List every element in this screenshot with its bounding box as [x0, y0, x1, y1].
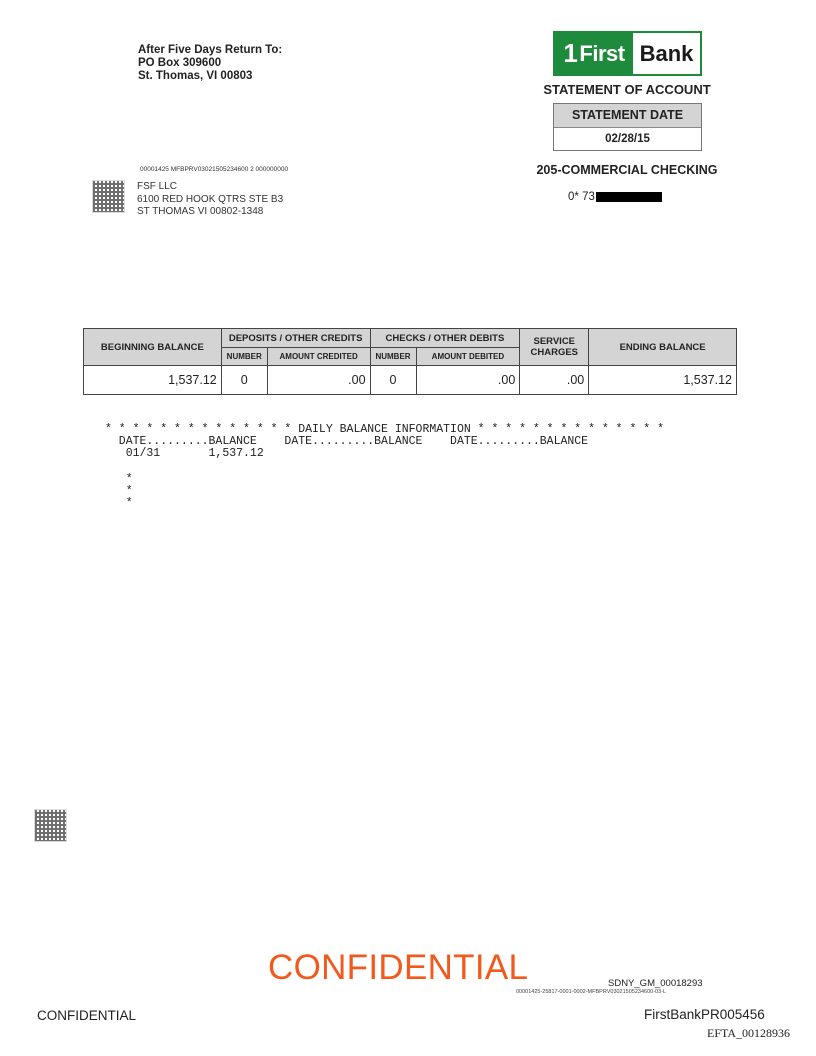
tiny-reference-code: 00001425-25817-0001-0002-MFBPRV03021505234600-03-L — [516, 989, 667, 995]
logo-bank-text: Bank — [633, 33, 700, 74]
logo-first-text: First — [579, 40, 625, 66]
return-address — [138, 44, 282, 83]
amount-credited-value: .00 — [267, 366, 370, 395]
statement-date-box — [553, 103, 702, 151]
amount-debited-value: .00 — [416, 366, 520, 395]
barcode-icon — [34, 809, 67, 842]
header-deposits: DEPOSITS / OTHER CREDITS — [221, 329, 370, 348]
page-identifier: FirstBankPR005456 — [644, 1007, 765, 1022]
beginning-balance-value: 1,537.12 — [84, 366, 222, 395]
statement-title: STATEMENT OF ACCOUNT — [543, 82, 711, 97]
return-address-line1: After Five Days Return To: — [138, 44, 283, 56]
checks-number-value: 0 — [370, 366, 416, 395]
daily-balance-star: * — [105, 485, 133, 498]
confidential-stamp: CONFIDENTIAL — [268, 948, 529, 987]
deposits-number-value: 0 — [221, 366, 267, 395]
logo-green-part — [555, 33, 633, 74]
daily-balance-star: * — [105, 473, 133, 486]
daily-balance-header: * * * * * * * * * * * * * * DAILY BALANCE INFORMATION * * * * * * * * * * * * * * — [105, 423, 664, 436]
daily-balance-row: 01/31 1,537.12 — [105, 447, 264, 460]
statement-date-value: 02/28/15 — [605, 133, 650, 145]
header-amount-debited: AMOUNT DEBITED — [416, 348, 520, 366]
mailing-name: FSF LLC — [137, 181, 178, 192]
mailing-city: ST THOMAS VI 00802-1348 — [137, 206, 264, 217]
statement-date-label: STATEMENT DATE — [554, 104, 701, 128]
service-charges-value: .00 — [520, 366, 589, 395]
account-summary-table — [83, 328, 737, 395]
return-address-line3: St. Thomas, VI 00803 — [138, 70, 253, 82]
bank-logo — [553, 31, 702, 76]
logo-one-mark: 1 — [563, 38, 578, 68]
table-row — [84, 366, 737, 395]
confidential-label: CONFIDENTIAL — [37, 1008, 137, 1023]
header-ending-balance: ENDING BALANCE — [589, 329, 737, 366]
header-amount-credited: AMOUNT CREDITED — [267, 348, 370, 366]
ending-balance-value: 1,537.12 — [589, 366, 737, 395]
daily-balance-section — [105, 424, 664, 510]
mailing-street: 6100 RED HOOK QTRS STE B3 — [137, 193, 284, 205]
header-checks-number: NUMBER — [370, 348, 416, 366]
account-number-prefix: 0* 73 — [568, 191, 595, 203]
return-address-line2: PO Box 309600 — [138, 57, 222, 69]
header-service-charges: SERVICE CHARGES — [520, 329, 589, 366]
account-number — [568, 191, 662, 203]
daily-balance-columns: DATE.........BALANCE DATE.........BALANCE DATE.........BALANCE — [105, 435, 589, 448]
header-beginning-balance: BEGINNING BALANCE — [84, 329, 222, 366]
header-deposits-number: NUMBER — [221, 348, 267, 366]
redaction-bar — [596, 192, 662, 202]
barcode-icon — [92, 180, 125, 213]
mailing-address — [137, 181, 283, 219]
daily-balance-star: * — [105, 497, 133, 510]
sdny-bates-number: SDNY_GM_00018293 — [608, 978, 703, 989]
account-type: 205-COMMERCIAL CHECKING — [536, 163, 718, 177]
efta-number: EFTA_00128936 — [707, 1026, 791, 1040]
mailing-reference-line: 00001425 MFBPRV03021505234600 2 000000000 — [140, 166, 289, 173]
header-checks: CHECKS / OTHER DEBITS — [370, 329, 520, 348]
